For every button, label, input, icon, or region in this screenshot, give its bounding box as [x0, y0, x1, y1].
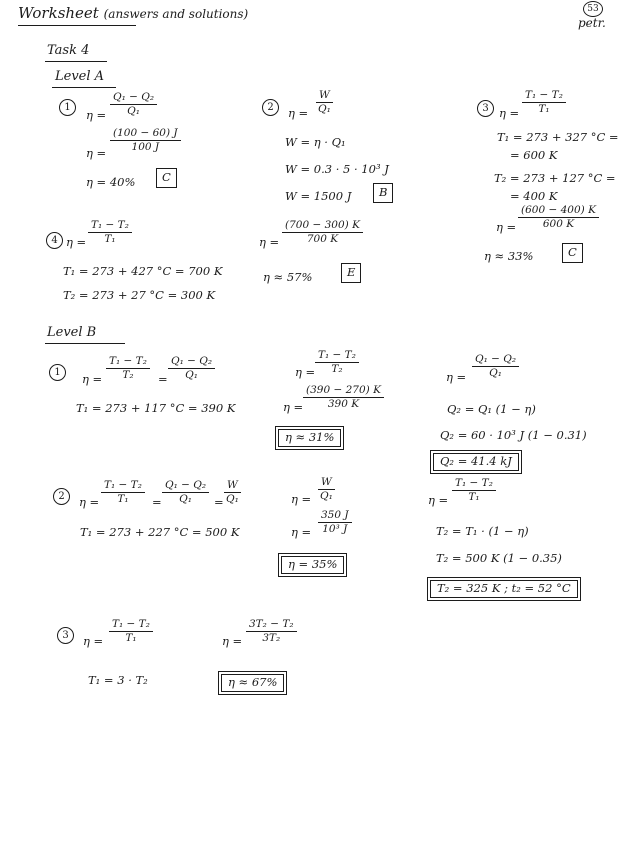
b3-lhs: η = — [83, 634, 104, 648]
b1-frac-2-den: Q₁ — [185, 369, 198, 382]
b1-frac-2-num: Q₁ − Q₂ — [168, 356, 215, 369]
a2-formula-den: Q₁ — [317, 103, 331, 116]
a1-sub-num: (100 − 60) J — [110, 128, 181, 141]
problem-a1-number: 1 — [59, 99, 76, 116]
b2-right-lhs: η = — [428, 493, 449, 507]
b2-right-result-box: T₂ = 325 K ; t₂ = 52 °C — [430, 580, 578, 598]
a1-sub-lhs: η = — [86, 146, 107, 160]
a3-line-1: T₁ = 273 + 327 °C = — [497, 130, 619, 144]
a4-sub-den: 700 K — [306, 233, 339, 246]
b2-mid2-frac — [318, 510, 352, 535]
a4-answer-box: E — [341, 263, 361, 283]
b1-equals: = — [158, 372, 168, 386]
b1-mid2-den: 390 K — [327, 398, 360, 411]
b2-frac-3-den: Q₁ — [225, 493, 239, 506]
problem-b2-number: 2 — [53, 488, 70, 505]
a4-sub-fraction — [282, 220, 363, 245]
b1-mid2-num: (390 − 270) K — [303, 385, 384, 398]
a2-formula-lhs: η = — [288, 106, 309, 120]
a4-result: η ≈ 57% — [263, 270, 313, 284]
b2-right-num: T₁ − T₂ — [452, 478, 496, 491]
a1-formula-den: Q₁ — [127, 105, 140, 118]
level-a-underline — [52, 87, 116, 88]
b2-mid-frac — [318, 477, 335, 502]
b1-lhs: η = — [82, 372, 103, 386]
a2-formula-num: W — [316, 90, 333, 103]
b1-frac-1-num: T₁ − T₂ — [106, 356, 150, 369]
a3-formula-num: T₁ − T₂ — [522, 90, 566, 103]
a4-line-2: T₂ = 273 + 27 °C = 300 K — [63, 288, 216, 302]
a1-answer-box: C — [156, 168, 177, 188]
b2-mid2-num: 350 J — [318, 510, 352, 523]
b1-right-frac — [472, 354, 519, 379]
a4-formula-num: T₁ − T₂ — [88, 220, 132, 233]
level-b-title: Level B — [47, 325, 97, 340]
a4-sub-num: (700 − 300) K — [282, 220, 363, 233]
level-a-title: Level A — [55, 69, 105, 84]
level-b-underline — [45, 343, 125, 344]
b2-frac-3-num: W — [224, 480, 241, 493]
a1-result: η = 40% — [86, 175, 136, 189]
b2-frac-1 — [101, 480, 145, 505]
a1-sub-den: 100 J — [131, 141, 160, 154]
a1-formula-lhs: η = — [86, 108, 107, 122]
b2-frac-3 — [224, 480, 241, 505]
b1-frac-1-den: T₂ — [122, 369, 134, 382]
a3-formula-lhs: η = — [499, 106, 520, 120]
b3-mid-frac — [246, 619, 297, 644]
b1-right-line-1: Q₂ = Q₁ (1 − η) — [447, 402, 536, 416]
b1-mid-den: T₂ — [331, 363, 343, 376]
b2-lhs: η = — [79, 495, 100, 509]
b2-t1: T₁ = 273 + 227 °C = 500 K — [80, 525, 240, 539]
b1-mid2-lhs: η = — [283, 400, 304, 414]
b2-mid2-lhs: η = — [291, 525, 312, 539]
b2-mid2-den: 10³ J — [322, 523, 348, 536]
a2-line-2: W = 0.3 · 5 · 10³ J — [285, 162, 389, 176]
a4-formula-lhs: η = — [66, 235, 87, 249]
b2-frac-1-num: T₁ − T₂ — [101, 480, 145, 493]
problem-b3-number: 3 — [57, 627, 74, 644]
b1-right-lhs: η = — [446, 370, 467, 384]
b2-frac-1-den: T₁ — [117, 493, 129, 506]
b2-frac-2-num: Q₁ − Q₂ — [162, 480, 209, 493]
a3-sub-fraction — [518, 205, 599, 230]
task-title: Task 4 — [47, 43, 90, 58]
a4-formula-den: T₁ — [104, 233, 116, 246]
a3-sub-lhs: η = — [496, 220, 517, 234]
b1-right-num: Q₁ − Q₂ — [472, 354, 519, 367]
a3-sub-den: 600 K — [542, 218, 575, 231]
b1-result-box: η ≈ 31% — [278, 429, 341, 447]
page-number: 53 — [583, 1, 603, 17]
b2-mid-num: W — [318, 477, 335, 490]
b2-right-line-2: T₂ = 500 K (1 − 0.35) — [436, 551, 562, 565]
a1-sub-fraction — [110, 128, 181, 153]
title-underline — [18, 25, 136, 26]
b3-mid-num: 3T₂ − T₂ — [246, 619, 297, 632]
b3-mid-den: 3T₂ — [262, 632, 281, 645]
b2-frac-2 — [162, 480, 209, 505]
b3-frac-den: T₁ — [125, 632, 137, 645]
problem-a4-number: 4 — [46, 232, 63, 249]
a2-line-1: W = η · Q₁ — [285, 135, 346, 149]
a3-line-2: = 600 K — [510, 148, 558, 162]
b2-equals-2: = — [214, 495, 224, 509]
worksheet-title — [18, 6, 248, 21]
b1-mid-frac — [315, 350, 359, 375]
b1-right-den: Q₁ — [489, 367, 502, 380]
b3-result-box: η ≈ 67% — [221, 674, 284, 692]
b3-mid-lhs: η = — [222, 634, 243, 648]
b1-frac-1 — [106, 356, 150, 381]
b2-right-den: T₁ — [468, 491, 480, 504]
b2-right-line-1: T₂ = T₁ · (1 − η) — [436, 524, 529, 538]
b1-t1: T₁ = 273 + 117 °C = 390 K — [76, 401, 236, 415]
problem-b1-number: 1 — [49, 364, 66, 381]
b2-frac-2-den: Q₁ — [179, 493, 192, 506]
a4-formula-fraction — [88, 220, 132, 245]
b2-equals-1: = — [152, 495, 162, 509]
b2-mid-lhs: η = — [291, 492, 312, 506]
b3-frac-num: T₁ − T₂ — [109, 619, 153, 632]
a3-formula-fraction — [522, 90, 566, 115]
a1-formula-fraction — [110, 92, 157, 117]
worksheet-title-main: Worksheet — [18, 4, 99, 22]
b1-mid-lhs: η = — [295, 365, 316, 379]
a3-result: η ≈ 33% — [484, 249, 534, 263]
a2-answer-box: B — [373, 183, 393, 203]
task-title-underline — [45, 61, 107, 62]
b2-mid-den: Q₁ — [319, 490, 333, 503]
a3-line-4: = 400 K — [510, 189, 558, 203]
b1-right-line-2: Q₂ = 60 · 10³ J (1 − 0.31) — [440, 428, 587, 442]
author-signature: petr. — [578, 16, 606, 30]
a3-formula-den: T₁ — [538, 103, 550, 116]
a3-sub-num: (600 − 400) K — [518, 205, 599, 218]
b1-mid-num: T₁ − T₂ — [315, 350, 359, 363]
b1-frac-2 — [168, 356, 215, 381]
problem-a2-number: 2 — [262, 99, 279, 116]
a2-line-3: W = 1500 J — [285, 189, 352, 203]
b2-result-box: η = 35% — [281, 556, 344, 574]
b3-t1: T₁ = 3 · T₂ — [88, 673, 148, 687]
b3-frac — [109, 619, 153, 644]
problem-a3-number: 3 — [477, 100, 494, 117]
b2-right-frac — [452, 478, 496, 503]
b1-mid2-frac — [303, 385, 384, 410]
a4-sub-lhs: η = — [259, 235, 280, 249]
b1-right-result-box: Q₂ = 41.4 kJ — [433, 453, 519, 471]
a2-formula-fraction — [316, 90, 333, 115]
a3-answer-box: C — [562, 243, 583, 263]
a4-line-1: T₁ = 273 + 427 °C = 700 K — [63, 264, 223, 278]
a1-formula-num: Q₁ − Q₂ — [110, 92, 157, 105]
a3-line-3: T₂ = 273 + 127 °C = — [494, 171, 616, 185]
worksheet-title-subtitle: (answers and solutions) — [103, 7, 249, 21]
